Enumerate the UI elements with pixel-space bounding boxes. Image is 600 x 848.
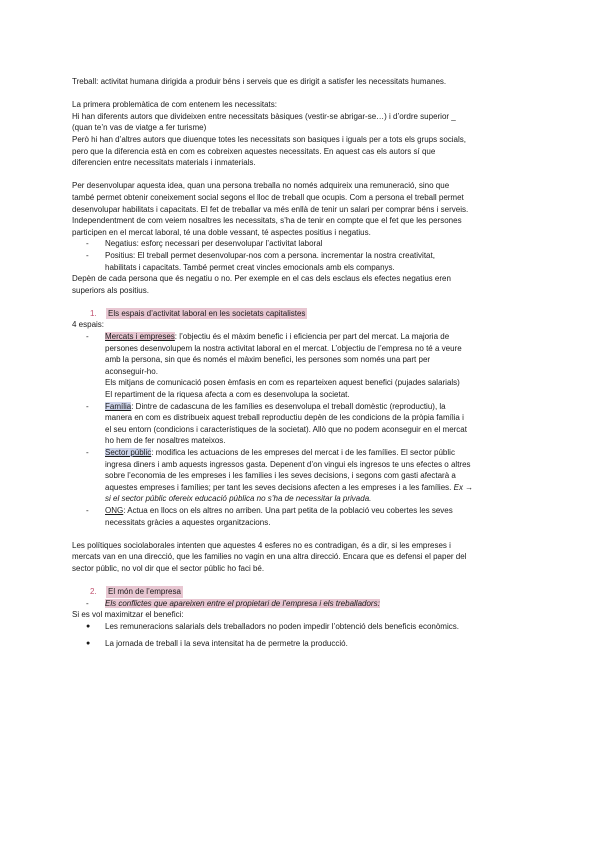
list-item-markets: - Mercats i empreses: l’objectiu és el màxim benefic i i eficiencia per part del mercat. La majoria de persones desenvolupem la nostra activitat laboral en el mercat. L’objectiu de l’empresa no té a veure amb la persona, sin que és només el màxim benefici, les persones som només una part per aconseguir-ho. Els mitjans de comunicació posen èmfasis en com es reparteixen aquest benefici (pujades salarials) El repartiment de la riquesa afecta a com es desenvolupa la societat.	[86, 331, 530, 401]
term: Sector públic	[105, 448, 152, 457]
text-line: participen en el mercat laboral, té una doble vessant, té aspectes positius i negatius.	[72, 227, 371, 237]
list-item-conflicts	[86, 598, 530, 610]
text-line: (quan te’n vas de viatge a fer turisme)	[72, 123, 207, 133]
definition-paragraph: Treball: activitat humana dirigida a produir béns i serveis que es dirigit a satisfer les necessitats humanes.	[72, 77, 447, 86]
text-line: també permet obtenir coneixement social segons el lloc de treball que ocupis. Com a persona el treball permet	[72, 192, 464, 202]
section-title: El món de l’empresa	[108, 587, 181, 597]
needs-heading: La primera problemàtica de com entenem les necessitats:	[72, 100, 277, 110]
section-number: 2.	[90, 587, 97, 597]
section-2-heading	[90, 586, 530, 598]
text-line: Independentment de com veiem nosaltres les necessitats, s’ha de tenir en compte que el fet que les persones	[72, 216, 462, 226]
spaces-list	[86, 331, 530, 528]
needs-paragraph	[72, 99, 530, 169]
subtitle: Els conflictes que apareixen entre el propietari de l’empresa i els treballadors:	[105, 598, 380, 608]
example-text: si el sector públic ofereix educació pública no s’ha de necessitar la privada.	[105, 494, 372, 504]
term: ONG	[105, 505, 124, 515]
text-line: superiors als positius.	[72, 285, 149, 295]
list-item-negative: - Negatius: esforç necessari per desenvolupar l’activitat laboral	[86, 238, 530, 250]
list-item-ong: - ONG: Actua en llocs on els altres no arriben. Una part petita de la població veu cobertes les seves necessitats gràcies a aquestes organitzacions.	[86, 505, 530, 528]
text-line: mercats van en una direcció, que les families no vagin en una altra direcció. Encara que es defensi el paper del	[72, 552, 467, 562]
text-line: Però hi han d’altres autors que diuenque totes les necessitats son basiques i iguals per a tots els grups socials,	[72, 134, 467, 144]
text-line: Les polítiques sociolaborales intenten que aquestes 4 esferes no es contradigan, és a dir, si les empreses i	[72, 540, 451, 550]
list-item: ● Les remuneracions salarials dels treballadors no poden impedir l’obtenció dels beneficis econòmics.	[86, 621, 530, 633]
spaces-intro: 4 espais:	[72, 320, 105, 330]
section-title: Els espais d’activitat laboral en les societats capitalistes	[108, 308, 306, 318]
section-1-heading	[90, 308, 530, 320]
conflicts-list	[86, 598, 530, 610]
list-item: ● La jornada de treball i la seva intensitat ha de permetre la producció.	[86, 638, 530, 650]
policies-paragraph	[72, 540, 530, 575]
text-line: Hi han diferents autors que divideixen entre necessitats bàsiques (vestir-se abrigar-se…) i d’ordre superior _	[72, 111, 456, 121]
text-line: sector públic, no vol dir que el sector públic ho faci bé.	[72, 563, 265, 573]
term: Família	[105, 401, 132, 411]
text-line: diferencien entre necessitats materials i inmaterials.	[72, 158, 256, 168]
term: Mercats i empreses	[105, 332, 175, 342]
list-item-family: - Família: Dintre de cadascuna de les famílies es desenvolupa el treball domèstic (reproductiu), la manera en com es distribueix aquest treball reproductiu depèn de les condicions de la pròpia família i el seu entorn (condicions i característiques de la societat). Allò que no podem aconseguir en el mercat ho hem de fer nosaltres mateixos.	[86, 401, 530, 447]
work-paragraph	[72, 180, 530, 296]
list-item-positive: - Positius: El treball permet desenvolupar-nos com a persona. incrementar la nostra creativitat, habilitats i capacitats. També permet creat vincles emocionals amb els companys.	[86, 250, 530, 273]
text-line: desenvolupar habilitats i capacitats. El fet de treballar va més enllà de tenir un salari per comprar béns i serveis.	[72, 204, 469, 214]
text-line: Depèn de cada persona que és negatiu o no. Per exemple en el cas dels esclaus els efectes negatius eren	[72, 274, 451, 284]
text-line: pero que la diferencia està en com es cobreixen aquestes necessitats. En aquest cas els autors sí que	[72, 146, 436, 156]
aspects-list	[86, 238, 530, 273]
text-line: Per desenvolupar aquesta idea, quan una persona treballa no només adquireix una remuneració, sino que	[72, 181, 450, 191]
section-number: 1.	[90, 308, 97, 318]
maximize-intro: Si es vol maximitzar el benefici:	[72, 610, 184, 620]
benefit-list	[86, 621, 530, 649]
list-item-public-sector: - Sector públic: modifica les actuacions de les empreses del mercat i de les famílies. El sector públic ingresa diners i amb aquests ingressos gasta. Depenent d’on vingui els ingresos te uns efectes o altres sobre l’economia de les empreses i les families i les seves decisions, i segons com gasti afectarà a aquestes empreses i famílies; per tant les seves decisions afecten a les empreses i a les famílies. Ex → si el sector públic ofereix educació pública no s’ha de necessitar la privada.	[86, 447, 530, 505]
example-marker: Ex →	[453, 482, 474, 492]
